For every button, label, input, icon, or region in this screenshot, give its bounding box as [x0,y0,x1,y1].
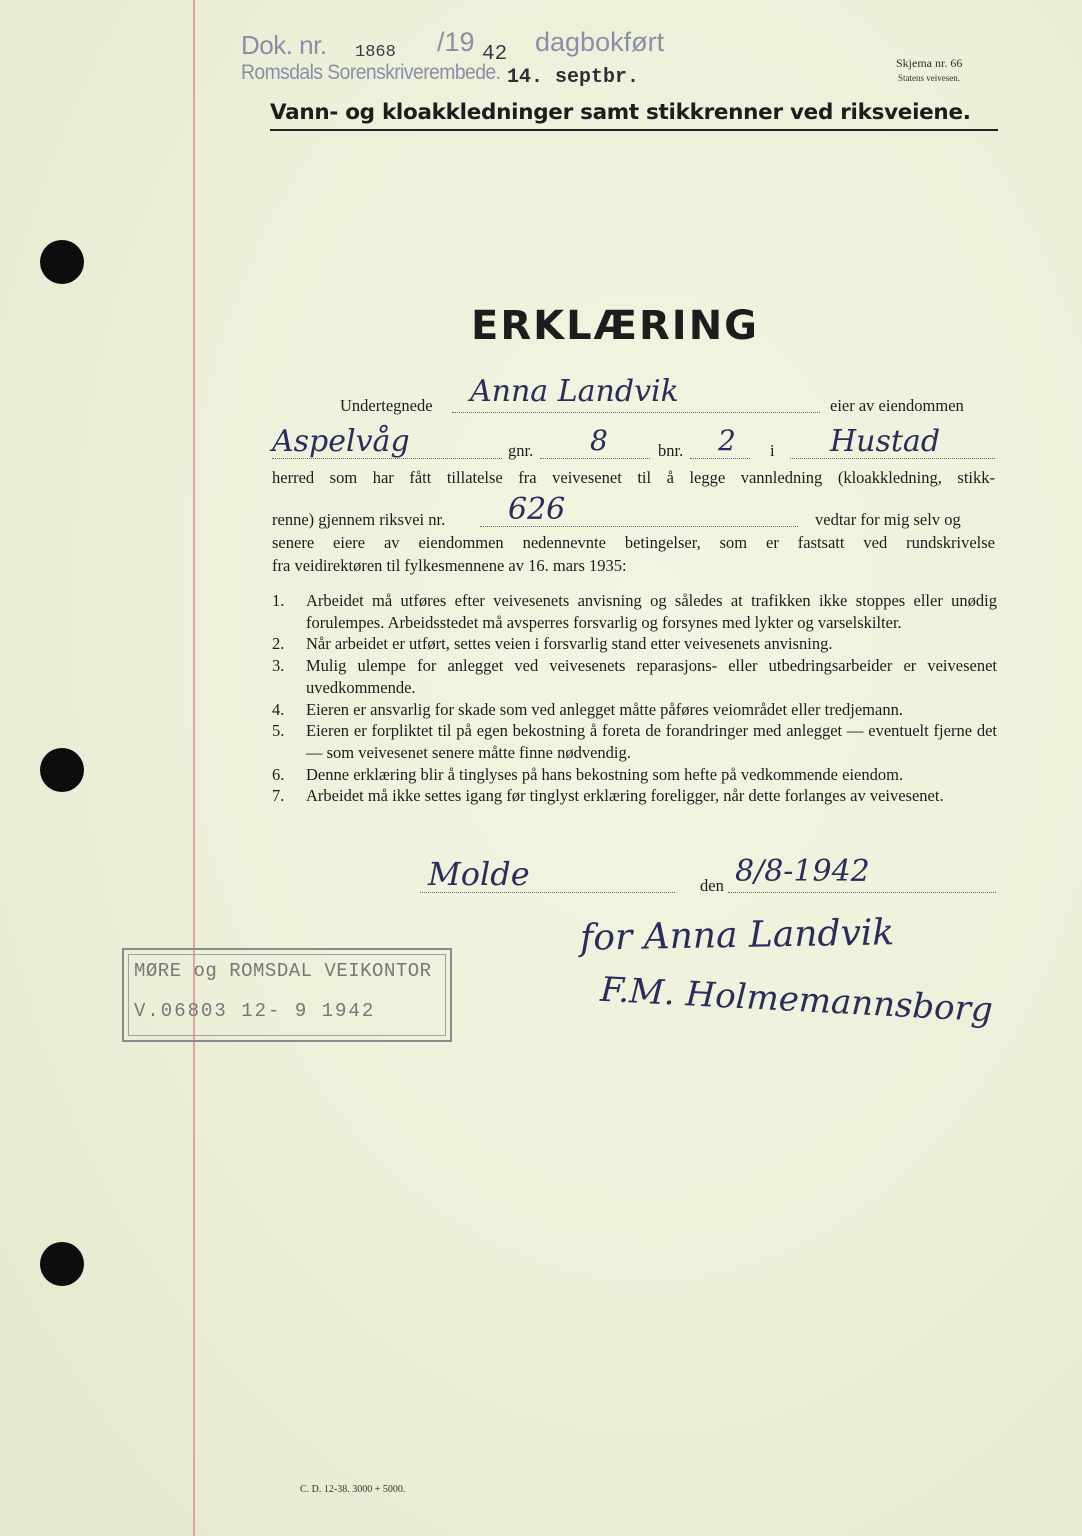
herred-value: Hustad [830,424,941,459]
condition-item: 7. Arbeidet må ikke settes igang før tinglyst erklæring foreligger, når dette forlanges av veivesenet. [272,786,944,806]
bnr-value: 2 [718,424,736,457]
undertegnede-dotline [452,412,820,413]
gnr-label: gnr. [508,441,534,460]
undertegnede-value: Anna Landvik [470,374,679,409]
place-value: Molde [428,855,530,893]
form-number: Skjema nr. 66 [896,56,963,70]
gnr-dotline [540,458,650,459]
riksvei-value: 626 [508,492,566,527]
stamp-office: Romsdals Sorenskriverembede. [241,61,501,84]
date-dotline [728,892,996,893]
punch-hole-bottom [40,1242,84,1286]
stamp-year: 42 [482,43,508,66]
document-title: ERKLÆRING [471,303,759,349]
punch-hole-top [40,240,84,284]
den-label: den [700,876,724,895]
condition-item: 5. Eieren er forpliktet til på egen bekostning å foreta de forandringer med anlegget — eventuelt fjerne det — som veivesenet senere måtte finne nødvendig. [272,721,997,762]
gnr-value: 8 [590,424,608,457]
margin-line [193,0,195,1536]
print-footer: C. D. 12-38. 3000 + 5000. [300,1484,406,1495]
veikontor-stamp-line-2: V.06803 12- 9 1942 [134,1000,376,1022]
signature-line-1: for Anna Landvik [579,912,895,959]
paragraph-line-3: herred som har fått tillatelse fra veivesenet til å legge vannledning (kloakkledning, stikk- [272,468,995,487]
stamp-date: 14. septbr. [507,66,640,89]
bnr-dotline [690,458,750,459]
veikontor-stamp [122,948,452,1042]
document-heading: Vann- og kloakkledninger samt stikkrenner ved riksveiene. [270,100,971,125]
i-label: i [770,441,775,460]
vedtar-label: vedtar for mig selv og [815,510,961,529]
paragraph-line-5: senere eiere av eiendommen nedennevnte betingelser, som er fastsatt ved rundskrivelse [272,533,995,552]
bnr-label: bnr. [658,441,684,460]
condition-item: 4. Eieren er ansvarlig for skade som ved anlegget måtte påføres veiområdet eller tredjemann. [272,699,903,719]
condition-item: 6. Denne erklæring blir å tinglyses på hans bekostning som hefte på vedkommende eiendom. [272,764,904,784]
stamp-dok-label: Dok. nr. [241,30,327,60]
condition-item: 3. Mulig ulempe for anlegget ved veivesenets reparasjons- eller utbedringsarbeider er veivesenet uvedkommende. [272,656,997,697]
date-value: 8/8-1942 [735,854,870,889]
undertegnede-label: Undertegnede [340,396,433,415]
eiendom-value: Aspelvåg [272,424,410,459]
stamp-slash-19: /19 [437,27,475,57]
veikontor-stamp-line-1: MØRE og ROMSDAL VEIKONTOR [134,960,432,982]
punch-hole-middle [40,748,84,792]
stamp-dagbokfort: dagbokført [535,27,665,57]
eier-label: eier av eiendommen [830,396,964,415]
riksvei-label: renne) gjennem riksvei nr. [272,510,446,529]
heading-underline [270,129,998,131]
paragraph-line-6: fra veidirektøren til fylkesmennene av 16. mars 1935: [272,556,627,575]
condition-item: 2. Når arbeidet er utført, settes veien i forsvarlig stand etter veivesenets anvisning. [272,634,833,654]
condition-item: 1. Arbeidet må utføres efter veivesenets anvisning og således at trafikken ikke stoppes eller unødig forulempes. Arbeidsstedet må avsperres forsvarlig og forsynes med lykter og varselskilter. [272,591,997,632]
signature-line-2: F.M. Holmemannsborg [599,969,994,1031]
form-issuer: Statens veivesen. [898,73,960,83]
stamp-dok-number: 1868 [355,43,396,62]
conditions-list [272,590,997,807]
